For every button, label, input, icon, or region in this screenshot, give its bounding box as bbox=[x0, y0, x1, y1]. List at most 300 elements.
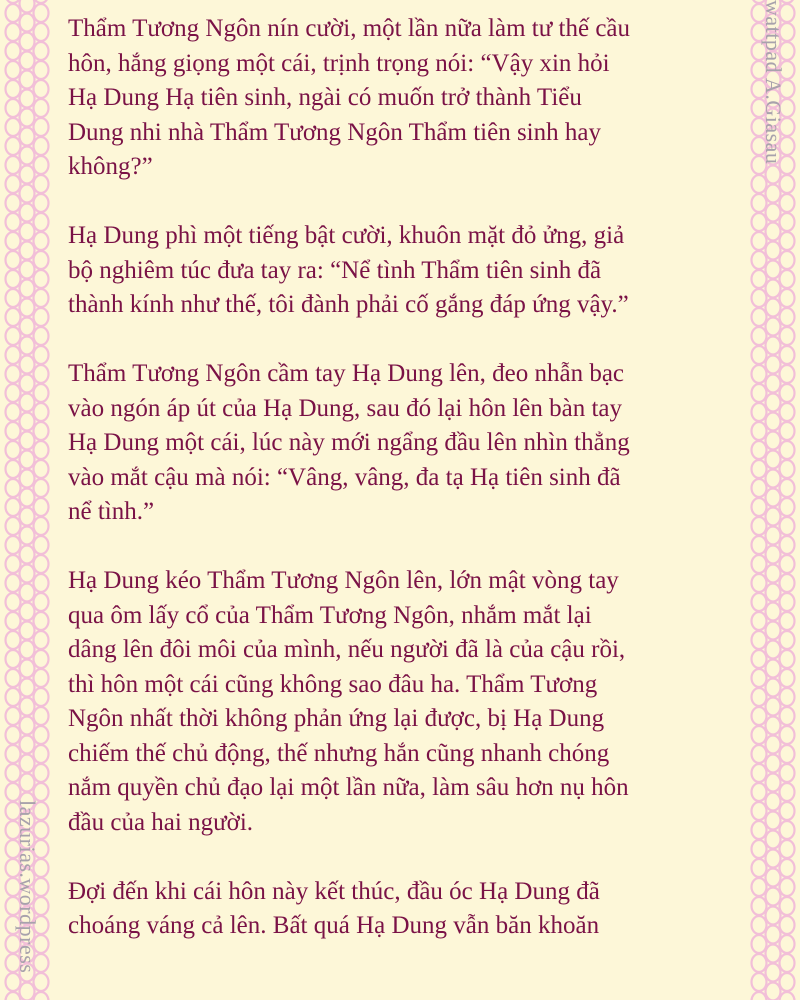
border-loop bbox=[34, 441, 49, 459]
border-loop bbox=[780, 517, 795, 535]
border-loop bbox=[34, 821, 49, 839]
border-loop bbox=[6, 498, 21, 516]
border-loop bbox=[766, 90, 781, 108]
left-border-pattern bbox=[0, 0, 54, 1000]
border-loop bbox=[20, 52, 35, 70]
border-loop bbox=[766, 413, 781, 431]
border-loop bbox=[6, 270, 21, 288]
border-loop bbox=[766, 52, 781, 70]
border-loop bbox=[34, 707, 49, 725]
border-loop bbox=[780, 156, 795, 174]
border-loop bbox=[766, 926, 781, 944]
border-loop bbox=[780, 574, 795, 592]
border-loop bbox=[752, 137, 767, 155]
border-loop bbox=[6, 0, 21, 3]
border-loop bbox=[34, 935, 49, 953]
border-loop bbox=[6, 631, 21, 649]
border-loop bbox=[20, 14, 35, 32]
border-loop bbox=[752, 536, 767, 554]
border-loop bbox=[20, 432, 35, 450]
border-loop bbox=[34, 99, 49, 117]
border-loop bbox=[34, 517, 49, 535]
paragraph: Hạ Dung kéo Thẩm Tương Ngôn lên, lớn mật vòng tay qua ôm lấy cổ của Thẩm Tương Ngôn, nhắm mắt lại dâng lên đôi môi của mình, nếu người đã là của cậu rồi, thì hôn một cái cũng không sao đâu ha. Thẩm Tương Ngôn nhất thời không phản ứng lại được, bị Hạ Dung chiếm thế chủ động, thế nhưng hắn cũng nhanh chóng nắm quyền chủ đạo lại một lần nữa, làm sâu hơn nụ hôn đầu của hai người. bbox=[68, 567, 629, 836]
border-loop bbox=[752, 270, 767, 288]
border-loop bbox=[34, 726, 49, 744]
border-loop bbox=[766, 337, 781, 355]
border-loop bbox=[20, 0, 35, 13]
border-loop bbox=[6, 479, 21, 497]
border-loop bbox=[752, 365, 767, 383]
border-loop bbox=[780, 821, 795, 839]
paragraph: Hạ Dung phì một tiếng bật cười, khuôn mặt đỏ ửng, giả bộ nghiêm túc đưa tay ra: “Nể tình Thẩm tiên sinh đã thành kính như thế, tôi đành phải cố gắng đáp ứng vậy.” bbox=[68, 222, 629, 318]
border-loop bbox=[20, 128, 35, 146]
border-loop bbox=[780, 175, 795, 193]
left-watermark-text: lazurias.wordpress bbox=[15, 800, 40, 974]
border-loop bbox=[6, 954, 21, 972]
border-loop bbox=[766, 394, 781, 412]
border-loop bbox=[752, 764, 767, 782]
border-loop bbox=[752, 327, 767, 345]
border-loop bbox=[766, 983, 781, 1000]
border-loop bbox=[20, 926, 35, 944]
border-loop bbox=[6, 213, 21, 231]
border-loop bbox=[34, 783, 49, 801]
border-loop bbox=[766, 432, 781, 450]
border-loop bbox=[780, 213, 795, 231]
border-loop bbox=[766, 793, 781, 811]
border-loop bbox=[752, 479, 767, 497]
border-loop bbox=[6, 859, 21, 877]
border-loop bbox=[6, 289, 21, 307]
border-loop bbox=[752, 517, 767, 535]
border-loop bbox=[780, 99, 795, 117]
border-loop bbox=[34, 251, 49, 269]
right-border-pattern bbox=[746, 0, 800, 1000]
border-loop bbox=[780, 555, 795, 573]
border-loop bbox=[6, 536, 21, 554]
border-loop bbox=[780, 897, 795, 915]
border-loop bbox=[780, 118, 795, 136]
border-loop bbox=[780, 954, 795, 972]
border-loop bbox=[20, 451, 35, 469]
border-loop bbox=[766, 850, 781, 868]
border-loop bbox=[766, 0, 781, 13]
border-loop bbox=[20, 698, 35, 716]
paragraph: Thẩm Tương Ngôn cầm tay Hạ Dung lên, đeo nhẫn bạc vào ngón áp út của Hạ Dung, sau đó lại hôn lên bàn tay Hạ Dung một cái, lúc này mới ngẩng đầu lên nhìn thẳng vào mắt cậu mà nói: “Vâng, vâng, đa tạ Hạ tiên sinh đã nể tình.” bbox=[68, 360, 630, 525]
border-loop bbox=[766, 147, 781, 165]
border-loop bbox=[780, 61, 795, 79]
border-loop bbox=[766, 204, 781, 222]
border-loop bbox=[34, 23, 49, 41]
border-loop bbox=[752, 916, 767, 934]
border-loop bbox=[34, 840, 49, 858]
border-loop bbox=[780, 688, 795, 706]
border-loop bbox=[766, 451, 781, 469]
border-loop bbox=[34, 270, 49, 288]
border-loop bbox=[752, 422, 767, 440]
border-loop bbox=[6, 897, 21, 915]
border-loop bbox=[20, 945, 35, 963]
border-loop bbox=[20, 147, 35, 165]
border-loop bbox=[780, 916, 795, 934]
border-loop bbox=[752, 213, 767, 231]
border-loop bbox=[20, 679, 35, 697]
border-loop bbox=[6, 156, 21, 174]
border-loop bbox=[752, 897, 767, 915]
border-loop bbox=[752, 612, 767, 630]
border-loop bbox=[780, 878, 795, 896]
border-loop bbox=[20, 603, 35, 621]
border-loop bbox=[752, 650, 767, 668]
border-loop bbox=[6, 935, 21, 953]
border-loop bbox=[752, 802, 767, 820]
border-loop bbox=[6, 327, 21, 345]
border-loop bbox=[20, 90, 35, 108]
border-loop bbox=[780, 80, 795, 98]
border-loop bbox=[752, 441, 767, 459]
border-loop bbox=[752, 346, 767, 364]
border-loop bbox=[34, 61, 49, 79]
border-loop bbox=[6, 42, 21, 60]
border-loop bbox=[752, 175, 767, 193]
border-loop bbox=[780, 650, 795, 668]
border-loop bbox=[780, 365, 795, 383]
border-loop bbox=[766, 641, 781, 659]
border-loop bbox=[766, 489, 781, 507]
border-loop bbox=[766, 964, 781, 982]
border-loop bbox=[780, 935, 795, 953]
border-loop bbox=[766, 945, 781, 963]
border-loop bbox=[6, 821, 21, 839]
border-loop bbox=[766, 71, 781, 89]
border-loop bbox=[766, 660, 781, 678]
border-loop bbox=[780, 308, 795, 326]
paragraph: Thẩm Tương Ngôn nín cười, một lần nữa làm tư thế cầu hôn, hắng giọng một cái, trịnh trọng nói: “Vậy xin hỏi Hạ Dung Hạ tiên sinh, ngài có muốn trở thành Tiểu Dung nhi nhà Thẩm Tương Ngôn Thẩm tiên sinh hay không?” bbox=[68, 15, 631, 180]
border-loop bbox=[766, 356, 781, 374]
border-loop bbox=[6, 99, 21, 117]
border-loop bbox=[6, 80, 21, 98]
border-loop bbox=[34, 365, 49, 383]
border-loop bbox=[780, 23, 795, 41]
border-loop bbox=[752, 289, 767, 307]
border-loop bbox=[6, 4, 21, 22]
border-loop bbox=[6, 403, 21, 421]
border-loop bbox=[780, 460, 795, 478]
border-loop bbox=[780, 783, 795, 801]
border-loop bbox=[766, 584, 781, 602]
border-loop bbox=[20, 185, 35, 203]
border-loop bbox=[6, 232, 21, 250]
border-loop bbox=[6, 555, 21, 573]
border-loop bbox=[34, 42, 49, 60]
border-loop bbox=[6, 118, 21, 136]
border-loop bbox=[6, 707, 21, 725]
border-loop bbox=[752, 973, 767, 991]
border-loop bbox=[780, 346, 795, 364]
border-loop bbox=[34, 194, 49, 212]
border-loop bbox=[34, 764, 49, 782]
border-loop bbox=[766, 831, 781, 849]
border-loop bbox=[20, 660, 35, 678]
border-loop bbox=[20, 907, 35, 925]
border-loop bbox=[766, 299, 781, 317]
border-loop bbox=[20, 166, 35, 184]
border-loop bbox=[752, 631, 767, 649]
border-loop bbox=[780, 270, 795, 288]
border-loop bbox=[766, 717, 781, 735]
border-loop bbox=[780, 479, 795, 497]
border-loop bbox=[752, 308, 767, 326]
border-loop bbox=[752, 992, 767, 1000]
border-loop bbox=[752, 840, 767, 858]
border-loop bbox=[780, 384, 795, 402]
border-loop bbox=[20, 964, 35, 982]
border-loop bbox=[766, 109, 781, 127]
border-loop bbox=[780, 403, 795, 421]
border-loop bbox=[20, 755, 35, 773]
border-loop bbox=[766, 679, 781, 697]
border-loop bbox=[766, 603, 781, 621]
border-loop bbox=[20, 774, 35, 792]
border-loop bbox=[780, 669, 795, 687]
border-loop bbox=[34, 80, 49, 98]
border-loop bbox=[6, 574, 21, 592]
border-loop bbox=[766, 812, 781, 830]
border-loop bbox=[6, 194, 21, 212]
border-loop bbox=[20, 641, 35, 659]
border-loop bbox=[20, 508, 35, 526]
border-loop bbox=[766, 33, 781, 51]
border-loop bbox=[752, 593, 767, 611]
border-loop bbox=[34, 897, 49, 915]
border-loop bbox=[752, 935, 767, 953]
border-loop bbox=[20, 394, 35, 412]
border-loop bbox=[34, 479, 49, 497]
border-loop bbox=[766, 755, 781, 773]
border-loop bbox=[34, 745, 49, 763]
border-loop bbox=[34, 593, 49, 611]
border-loop bbox=[752, 954, 767, 972]
border-loop bbox=[34, 422, 49, 440]
border-loop bbox=[6, 175, 21, 193]
border-loop bbox=[6, 745, 21, 763]
border-loop bbox=[780, 441, 795, 459]
border-loop bbox=[6, 441, 21, 459]
border-loop bbox=[20, 983, 35, 1000]
border-loop bbox=[780, 593, 795, 611]
border-loop bbox=[20, 413, 35, 431]
border-loop bbox=[6, 764, 21, 782]
border-loop bbox=[34, 631, 49, 649]
border-loop bbox=[20, 717, 35, 735]
border-loop bbox=[20, 869, 35, 887]
border-loop bbox=[34, 403, 49, 421]
border-loop bbox=[780, 707, 795, 725]
border-loop bbox=[766, 223, 781, 241]
border-loop bbox=[780, 631, 795, 649]
border-loop bbox=[766, 869, 781, 887]
border-loop bbox=[766, 375, 781, 393]
border-loop bbox=[780, 764, 795, 782]
border-loop bbox=[34, 688, 49, 706]
border-loop bbox=[780, 802, 795, 820]
border-loop bbox=[6, 783, 21, 801]
border-loop bbox=[766, 242, 781, 260]
border-loop bbox=[766, 166, 781, 184]
border-loop bbox=[752, 859, 767, 877]
border-loop bbox=[6, 460, 21, 478]
border-loop bbox=[780, 42, 795, 60]
border-loop bbox=[752, 745, 767, 763]
border-loop bbox=[20, 793, 35, 811]
border-loop bbox=[6, 802, 21, 820]
border-loop bbox=[752, 821, 767, 839]
border-loop bbox=[6, 669, 21, 687]
border-loop bbox=[34, 802, 49, 820]
border-loop bbox=[20, 299, 35, 317]
border-loop bbox=[6, 308, 21, 326]
border-loop bbox=[780, 498, 795, 516]
border-loop bbox=[6, 23, 21, 41]
border-loop bbox=[20, 242, 35, 260]
border-loop bbox=[20, 337, 35, 355]
border-loop bbox=[766, 698, 781, 716]
border-loop bbox=[34, 669, 49, 687]
border-loop bbox=[20, 204, 35, 222]
right-watermark-text: wattpad A.Giasau bbox=[761, 0, 786, 165]
border-loop bbox=[6, 878, 21, 896]
border-loop bbox=[752, 498, 767, 516]
border-loop bbox=[6, 593, 21, 611]
border-loop bbox=[780, 137, 795, 155]
left-border-svg bbox=[0, 0, 54, 1000]
border-loop bbox=[34, 574, 49, 592]
border-loop bbox=[752, 878, 767, 896]
border-loop bbox=[766, 546, 781, 564]
border-loop bbox=[780, 992, 795, 1000]
border-loop bbox=[20, 71, 35, 89]
border-loop bbox=[6, 61, 21, 79]
border-loop bbox=[20, 831, 35, 849]
border-loop bbox=[780, 4, 795, 22]
border-loop bbox=[20, 223, 35, 241]
border-loop bbox=[752, 251, 767, 269]
border-loop bbox=[20, 888, 35, 906]
border-loop bbox=[20, 318, 35, 336]
border-loop bbox=[6, 688, 21, 706]
border-loop bbox=[6, 365, 21, 383]
border-loop bbox=[20, 850, 35, 868]
border-loop bbox=[752, 403, 767, 421]
border-loop bbox=[752, 707, 767, 725]
paragraph: Đợi đến khi cái hôn này kết thúc, đầu óc Hạ Dung đã choáng váng cả lên. Bất quá Hạ Dung vẫn băn khoăn bbox=[68, 877, 600, 939]
border-loop bbox=[34, 156, 49, 174]
border-loop bbox=[6, 650, 21, 668]
border-loop bbox=[752, 783, 767, 801]
border-loop bbox=[34, 973, 49, 991]
border-loop bbox=[34, 4, 49, 22]
border-loop bbox=[752, 80, 767, 98]
border-loop bbox=[780, 327, 795, 345]
border-loop bbox=[20, 261, 35, 279]
border-loop bbox=[766, 774, 781, 792]
border-loop bbox=[34, 954, 49, 972]
border-loop bbox=[20, 546, 35, 564]
border-loop bbox=[34, 612, 49, 630]
border-loop bbox=[34, 137, 49, 155]
border-loop bbox=[20, 280, 35, 298]
border-loop bbox=[20, 736, 35, 754]
border-loop bbox=[766, 527, 781, 545]
border-loop bbox=[766, 907, 781, 925]
border-loop bbox=[34, 0, 49, 3]
border-loop bbox=[34, 916, 49, 934]
border-loop bbox=[766, 318, 781, 336]
border-loop bbox=[20, 527, 35, 545]
border-loop bbox=[34, 650, 49, 668]
border-loop bbox=[752, 574, 767, 592]
border-loop bbox=[6, 137, 21, 155]
border-loop bbox=[34, 460, 49, 478]
border-loop bbox=[34, 327, 49, 345]
border-loop bbox=[752, 688, 767, 706]
border-loop bbox=[34, 384, 49, 402]
border-loop bbox=[766, 736, 781, 754]
border-loop bbox=[780, 251, 795, 269]
border-loop bbox=[752, 61, 767, 79]
border-loop bbox=[780, 840, 795, 858]
border-loop bbox=[6, 973, 21, 991]
border-loop bbox=[752, 99, 767, 117]
border-loop bbox=[752, 726, 767, 744]
border-loop bbox=[34, 308, 49, 326]
border-loop bbox=[6, 840, 21, 858]
border-loop bbox=[34, 346, 49, 364]
border-loop bbox=[34, 992, 49, 1000]
border-loop bbox=[780, 726, 795, 744]
border-loop bbox=[6, 346, 21, 364]
border-loop bbox=[766, 508, 781, 526]
border-loop bbox=[34, 555, 49, 573]
border-loop bbox=[766, 14, 781, 32]
border-loop bbox=[780, 194, 795, 212]
border-loop bbox=[752, 669, 767, 687]
border-loop bbox=[20, 812, 35, 830]
border-loop bbox=[752, 555, 767, 573]
border-loop bbox=[34, 118, 49, 136]
border-loop bbox=[752, 0, 767, 3]
border-loop bbox=[780, 232, 795, 250]
border-loop bbox=[766, 185, 781, 203]
border-loop bbox=[20, 109, 35, 127]
border-loop bbox=[766, 261, 781, 279]
border-loop bbox=[780, 536, 795, 554]
border-loop bbox=[766, 622, 781, 640]
border-loop bbox=[20, 489, 35, 507]
border-loop bbox=[752, 194, 767, 212]
border-loop bbox=[34, 289, 49, 307]
border-loop bbox=[20, 622, 35, 640]
border-loop bbox=[752, 460, 767, 478]
border-loop bbox=[34, 878, 49, 896]
right-border-svg bbox=[746, 0, 800, 1000]
border-loop bbox=[780, 859, 795, 877]
border-loop bbox=[766, 470, 781, 488]
border-loop bbox=[6, 251, 21, 269]
border-loop bbox=[20, 375, 35, 393]
border-loop bbox=[752, 4, 767, 22]
border-loop bbox=[6, 517, 21, 535]
